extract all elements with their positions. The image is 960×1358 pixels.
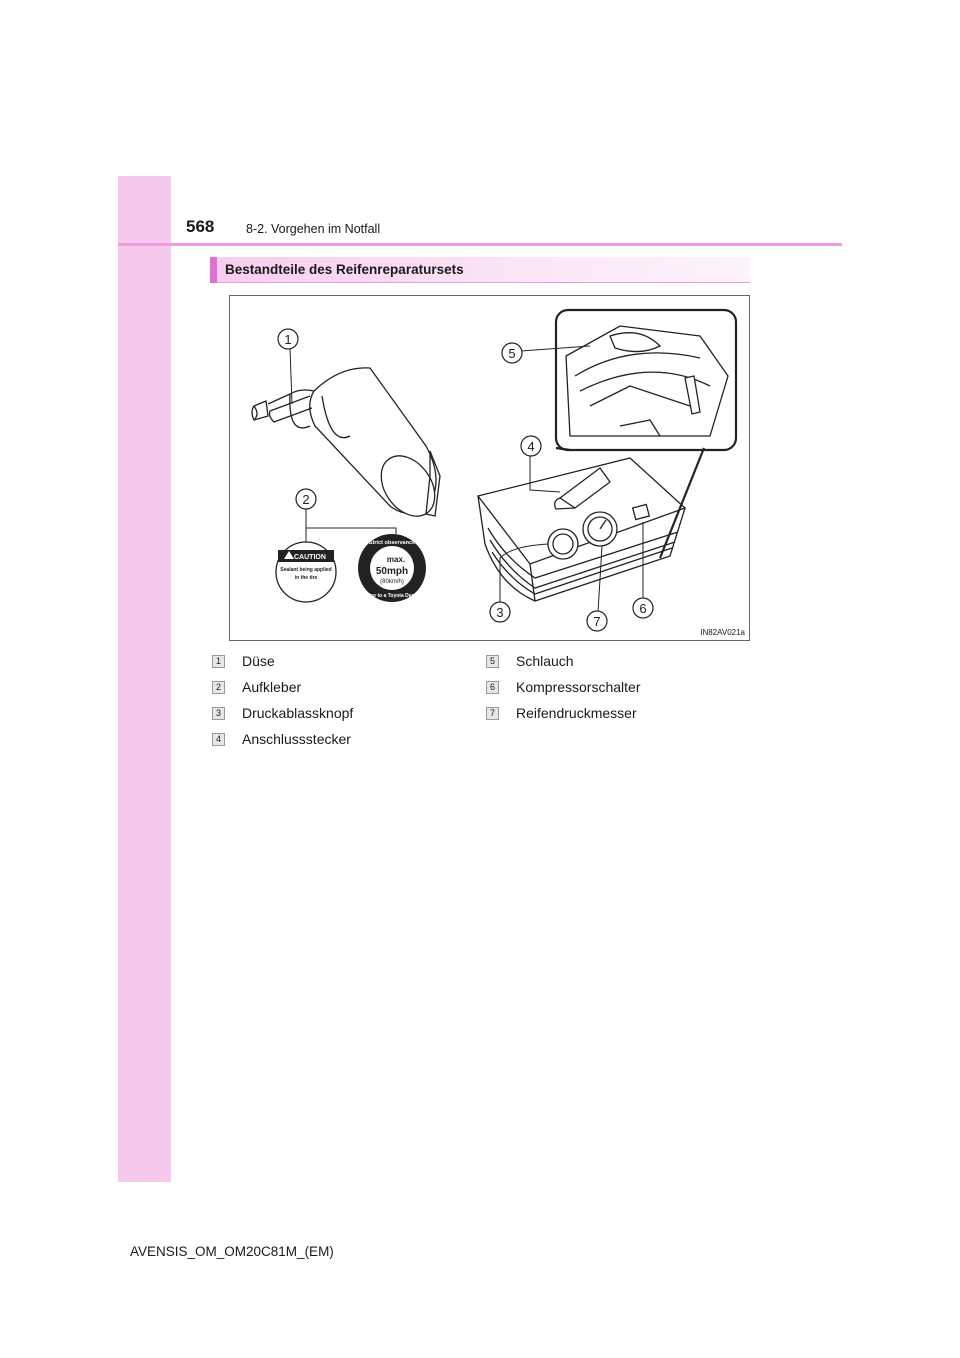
- side-tab-strip: [118, 176, 171, 1182]
- part-label: Reifendruckmesser: [516, 705, 637, 721]
- svg-text:5: 5: [508, 346, 516, 361]
- speed-bottom-text: Drive to a Toyota Dealer: [363, 593, 421, 599]
- repair-kit-illustration: [229, 295, 750, 641]
- callout-4: [521, 436, 541, 456]
- part-number-badge: 6: [486, 681, 499, 694]
- speed-sticker: [358, 534, 426, 602]
- section-heading: [210, 257, 750, 283]
- part-label: Düse: [242, 653, 275, 669]
- heading-text: Bestandteile des Reifenreparatursets: [225, 262, 464, 277]
- part-label: Aufkleber: [242, 679, 302, 695]
- part-item-2: [212, 679, 301, 695]
- section-title: 8-2. Vorgehen im Notfall: [246, 222, 381, 236]
- speed-max: max.: [386, 555, 406, 564]
- part-number-badge: 5: [486, 655, 499, 668]
- heading-accent: [210, 257, 217, 283]
- caution-line1: Sealant being applied: [280, 567, 332, 573]
- svg-text:2: 2: [302, 492, 310, 507]
- page-number: 568: [186, 217, 215, 236]
- part-label: Schlauch: [516, 653, 574, 669]
- part-number-badge: 2: [212, 681, 225, 694]
- svg-text:1: 1: [284, 332, 292, 347]
- sealant-bottle: [252, 368, 446, 526]
- part-item-6: [486, 679, 641, 695]
- part-item-1: [212, 653, 275, 669]
- caution-sticker: [276, 542, 336, 602]
- part-label: Kompressorschalter: [516, 679, 641, 695]
- compressor-unit: [478, 458, 685, 601]
- callout-5: [502, 343, 522, 363]
- speed-kmh: (80km/h): [380, 579, 404, 585]
- part-item-7: [486, 705, 637, 721]
- svg-text:3: 3: [496, 605, 504, 620]
- header-rule: [118, 243, 842, 246]
- figure-code: IN82AV021a: [700, 628, 745, 637]
- part-item-4: [212, 731, 351, 747]
- callout-3: [490, 602, 510, 622]
- part-item-3: [212, 705, 353, 721]
- svg-text:4: 4: [527, 439, 535, 454]
- callout-6: [633, 598, 653, 618]
- callout-1: [278, 329, 298, 349]
- svg-text:7: 7: [593, 614, 601, 629]
- repair-kit-drawing: [230, 296, 751, 642]
- part-label: Druckablassknopf: [242, 705, 354, 721]
- speed-top-text: Strict observance: [368, 540, 416, 546]
- part-number-badge: 7: [486, 707, 499, 720]
- part-number-badge: 3: [212, 707, 225, 720]
- callout-7: [587, 611, 607, 631]
- callout-2: [296, 489, 316, 509]
- part-item-5: [486, 653, 574, 669]
- caution-title: CAUTION: [294, 554, 326, 561]
- part-label: Anschlussstecker: [242, 731, 351, 747]
- document-footer: AVENSIS_OM_OM20C81M_(EM): [130, 1244, 334, 1259]
- speed-value: 50mph: [375, 566, 409, 577]
- part-number-badge: 4: [212, 733, 225, 746]
- part-number-badge: 1: [212, 655, 225, 668]
- caution-line2: in the tire: [294, 575, 318, 581]
- svg-text:6: 6: [639, 601, 647, 616]
